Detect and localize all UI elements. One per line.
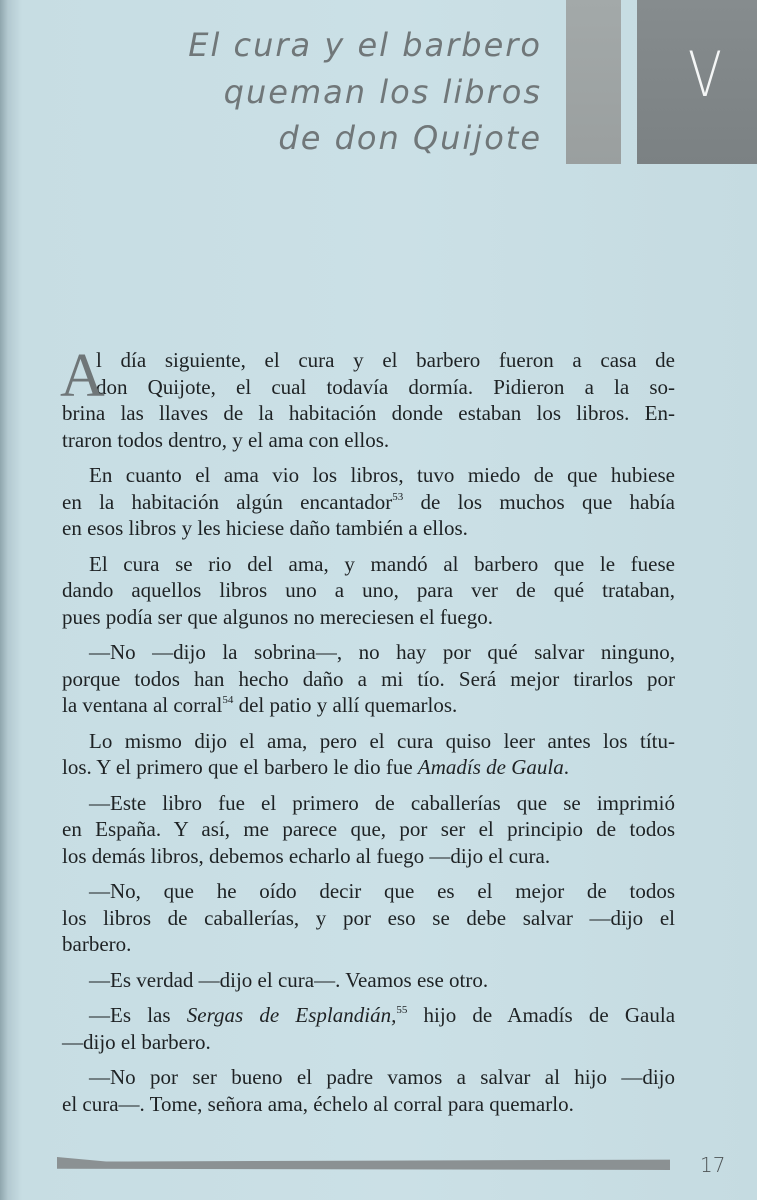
footnote-ref: 53 bbox=[392, 490, 404, 503]
chapter-decor-bar bbox=[566, 0, 621, 164]
paragraph bbox=[62, 878, 675, 958]
text-line bbox=[62, 754, 675, 781]
text-line bbox=[62, 489, 675, 516]
footnote-ref: 55 bbox=[396, 1004, 408, 1016]
paragraph bbox=[62, 790, 675, 870]
text-segment: —No —dijo la sobrina—, no hay por qué salvar ninguno, bbox=[89, 640, 675, 664]
text-line bbox=[62, 843, 675, 870]
text-segment: l día siguiente, el cura y el barbero fueron a casa de bbox=[96, 348, 675, 372]
text-segment: los. Y el primero que el barbero le dio fue bbox=[62, 755, 418, 779]
paragraph bbox=[62, 462, 675, 542]
text-segment: pues podía ser que algunos no mereciesen el fuego. bbox=[62, 604, 493, 629]
text-line bbox=[62, 400, 675, 427]
text-line bbox=[62, 878, 675, 905]
chapter-title-line: queman los libros bbox=[223, 72, 542, 111]
text-segment: porque todos han hecho daño a mi tío. Será mejor tirarlos por bbox=[62, 666, 675, 691]
page-number: 17 bbox=[700, 1153, 726, 1177]
text-line bbox=[62, 1002, 675, 1029]
text-segment: —Es verdad —dijo el cura—. Veamos ese otro. bbox=[89, 967, 489, 992]
text-line bbox=[62, 816, 675, 843]
text-line bbox=[62, 551, 675, 578]
chapter-number-box bbox=[637, 0, 757, 164]
text-segment: En cuanto el ama vio los libros, tuvo miedo de que hubiese bbox=[89, 463, 675, 487]
text-line bbox=[62, 1064, 675, 1091]
text-line bbox=[62, 790, 675, 817]
chapter-title bbox=[188, 22, 542, 162]
paragraph bbox=[62, 728, 675, 781]
text-line bbox=[62, 666, 675, 693]
text-segment: —Es las bbox=[89, 1003, 187, 1027]
drop-cap: A bbox=[60, 342, 105, 410]
text-segment: traron todos dentro, y el ama con ellos. bbox=[62, 427, 390, 452]
text-segment: . bbox=[563, 755, 569, 779]
chapter-number: V bbox=[688, 38, 722, 111]
text-segment: don Quijote, el cual todavía dormía. Pidieron a la so- bbox=[96, 374, 675, 399]
text-line bbox=[62, 967, 675, 994]
book-title: Sergas de Esplandián, bbox=[186, 1003, 397, 1027]
text-segment: brina las llaves de la habitación donde estaban los libros. En- bbox=[62, 401, 675, 425]
text-line bbox=[62, 1091, 675, 1118]
text-line bbox=[62, 1029, 675, 1056]
text-line bbox=[62, 427, 675, 454]
footer-rule bbox=[57, 1157, 670, 1170]
text-line bbox=[62, 462, 675, 489]
text-segment: los demás libros, debemos echarlo al fuego —dijo el cura. bbox=[62, 843, 551, 868]
text-segment: —No por ser bueno el padre vamos a salvar al hijo —dijo bbox=[89, 1065, 675, 1089]
chapter-body bbox=[60, 342, 676, 1126]
chapter-title-line: El cura y el barbero bbox=[188, 26, 542, 64]
text-segment: del patio y allí quemarlos. bbox=[233, 693, 458, 717]
text-line bbox=[62, 604, 675, 631]
text-segment: los libros de caballerías, y por eso se debe salvar —dijo el bbox=[62, 905, 675, 930]
paragraph bbox=[62, 1002, 675, 1055]
text-segment: El cura se rio del ama, y mandó al barbero que le fuese bbox=[89, 551, 675, 576]
text-line bbox=[62, 905, 675, 932]
text-segment: en la habitación algún encantador bbox=[62, 489, 393, 514]
text-line bbox=[62, 577, 675, 604]
text-segment: dando aquellos libros uno a uno, para ver de qué trataban, bbox=[62, 578, 675, 602]
book-title: Amadís de Gaula bbox=[417, 755, 564, 779]
footnote-ref: 54 bbox=[222, 694, 234, 706]
text-line bbox=[62, 515, 675, 542]
text-segment: —dijo el barbero. bbox=[62, 1029, 211, 1054]
text-line bbox=[62, 374, 675, 401]
paragraph bbox=[62, 967, 675, 994]
text-line bbox=[62, 931, 675, 958]
text-segment: el cura—. Tome, señora ama, échelo al corral para quemarlo. bbox=[62, 1091, 574, 1116]
paragraph bbox=[62, 1064, 675, 1117]
text-line bbox=[62, 728, 675, 755]
paragraph bbox=[62, 639, 675, 719]
text-line bbox=[62, 347, 675, 374]
text-line bbox=[62, 639, 675, 666]
text-segment: en esos libros y les hiciese daño también a ellos. bbox=[62, 516, 468, 540]
text-segment: en España. Y así, me parece que, por ser el principio de todos bbox=[62, 817, 675, 841]
text-line bbox=[62, 692, 675, 719]
text-segment: hijo de Amadís de Gaula bbox=[407, 1003, 676, 1027]
text-segment: —Este libro fue el primero de caballerías que se imprimió bbox=[89, 790, 675, 815]
chapter-title-line: de don Quijote bbox=[278, 119, 542, 157]
paragraph bbox=[60, 342, 675, 453]
text-segment: —No, que he oído decir que es el mejor de todos bbox=[89, 879, 675, 903]
paragraph bbox=[62, 551, 675, 631]
text-segment: Lo mismo dijo el ama, pero el cura quiso leer antes los títu- bbox=[89, 728, 675, 753]
text-segment: de los muchos que había bbox=[403, 489, 675, 514]
text-segment: barbero. bbox=[62, 932, 132, 956]
text-segment: la ventana al corral bbox=[62, 693, 223, 717]
